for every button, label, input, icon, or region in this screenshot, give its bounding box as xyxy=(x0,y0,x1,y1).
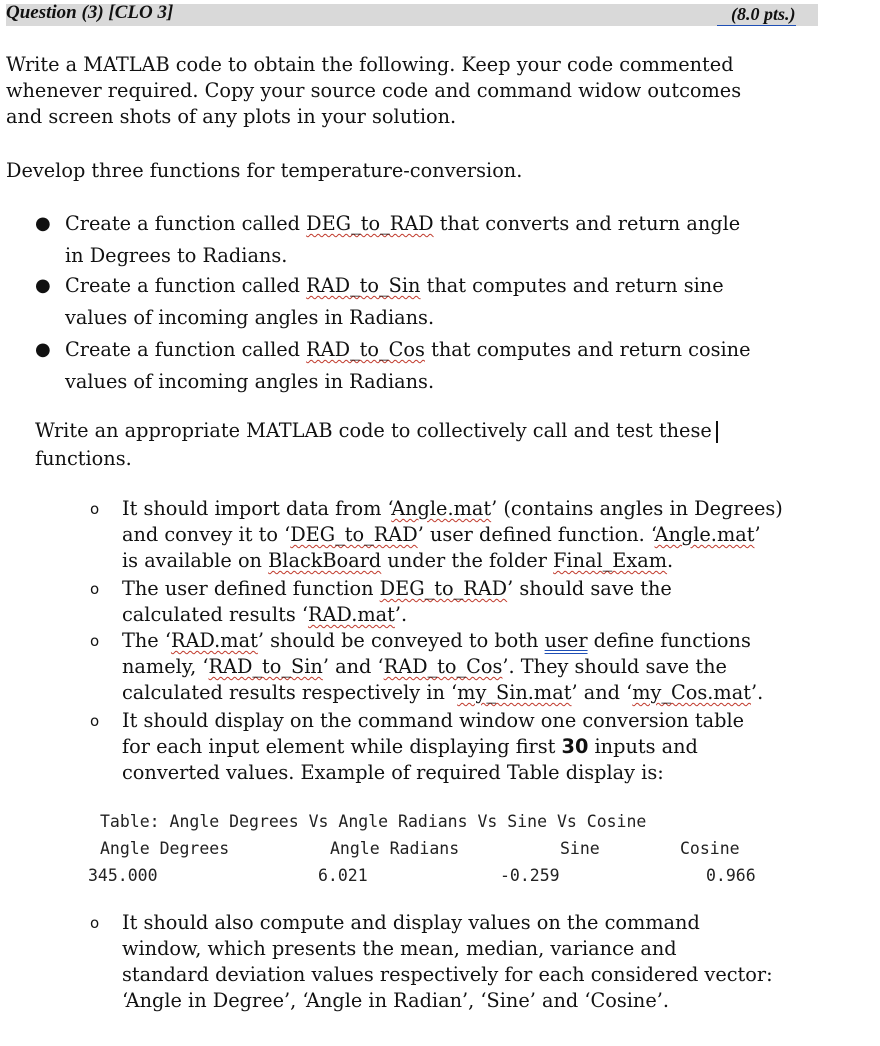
table-header-sine: Sine xyxy=(560,839,600,858)
table-header-radians: Angle Radians xyxy=(330,839,460,858)
write-line-2: functions. xyxy=(35,447,132,470)
bullet-item-3: ● Create a function called RAD_to_Cos that computes and return cosine values of incoming angles in Radians. xyxy=(65,334,750,398)
question-points: (8.0 pts.) xyxy=(717,4,796,26)
table-title: Table: Angle Degrees Vs Angle Radians Vs Sine Vs Cosine xyxy=(100,812,647,831)
function-name: DEG_to_RAD xyxy=(306,212,434,235)
circle-bullet-icon: o xyxy=(90,712,100,730)
table-header-cosine: Cosine xyxy=(680,839,740,858)
circle-bullet-icon: o xyxy=(90,580,100,598)
function-name: RAD_to_Sin xyxy=(306,274,421,297)
write-line-1[interactable]: Write an appropriate MATLAB code to collectively call and test these xyxy=(35,418,718,444)
intro-line-1: Write a MATLAB code to obtain the following. Keep your code commented xyxy=(6,53,734,76)
table-cell-radians: 6.021 xyxy=(318,866,368,885)
bullet-icon: ● xyxy=(35,339,51,360)
table-header-degrees: Angle Degrees xyxy=(100,839,230,858)
bullet-icon: ● xyxy=(35,213,51,234)
function-name: RAD_to_Cos xyxy=(306,338,425,361)
develop-line: Develop three functions for temperature-conversion. xyxy=(6,159,523,182)
intro-line-2: whenever required. Copy your source code and command widow outcomes xyxy=(6,79,742,102)
bullet-icon: ● xyxy=(35,275,51,296)
table-cell-cosine: 0.966 xyxy=(706,866,756,885)
intro-line-3: and screen shots of any plots in your solution. xyxy=(6,105,457,128)
table-cell-sine: -0.259 xyxy=(500,866,560,885)
bullet-item-2: ● Create a function called RAD_to_Sin that computes and return sine values of incoming angles in Radians. xyxy=(65,270,724,334)
table-cell-degrees: 345.000 xyxy=(88,866,158,885)
circle-bullet-icon: o xyxy=(90,632,100,650)
question-title: Question (3) [CLO 3] xyxy=(6,2,174,23)
bullet-item-1: ● Create a function called DEG_to_RAD that converts and return angle in Degrees to Radians. xyxy=(65,208,740,272)
text-cursor xyxy=(716,421,718,443)
circle-bullet-icon: o xyxy=(90,914,100,932)
circle-bullet-icon: o xyxy=(90,500,100,518)
